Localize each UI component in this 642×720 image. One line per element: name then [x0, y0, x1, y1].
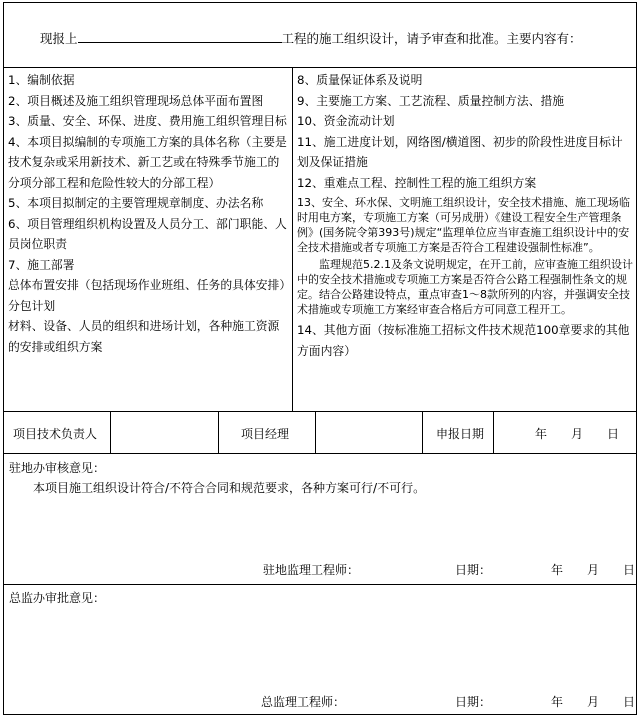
left-item-3: 3、质量、安全、环保、进度、费用施工组织管理目标: [8, 114, 287, 128]
project-manager-label: 项目经理: [241, 427, 290, 441]
right-item-8: 8、质量保证体系及说明: [297, 73, 423, 87]
sig-divider-3: [315, 411, 316, 453]
left-item-5: 5、本项目拟制定的主要管理规章制度、办法名称: [8, 196, 264, 210]
right-item-9: 9、主要施工方案、工艺流程、质量控制方法、措施: [297, 93, 565, 108]
left-item-2: 2、项目概述及施工组织管理现场总体平面布置图: [8, 93, 264, 108]
divider-intro: [3, 67, 637, 68]
right-item-12: 12、重难点工程、控制性工程的施工组织方案: [297, 175, 537, 190]
left-item-6: 6、项目管理组织机构设置及人员分工、部门职能、人员岗位职责: [8, 216, 287, 251]
chief-date-value: 年 月 日: [551, 695, 636, 709]
intro-line: [40, 29, 582, 47]
divider-resident: [3, 584, 637, 585]
resident-date-value: 年 月 日: [551, 563, 636, 577]
right-item-14: 14、其他方面（按标准施工招标文件技术规范100章要求的其他方面内容）: [297, 323, 630, 358]
sig-divider-1: [110, 411, 111, 453]
right-item-10: 10、资金流动计划: [297, 114, 395, 128]
contents-right-column: [297, 70, 633, 361]
chief-review-heading: 总监办审批意见：: [9, 591, 106, 605]
chief-engineer-label: 总监理工程师：: [261, 695, 346, 709]
left-item-7: 7、施工部署: [8, 257, 75, 272]
divider-columns: [292, 67, 293, 411]
intro-suffix: 工程的施工组织设计，请予审查和批准。主要内容有：: [281, 31, 582, 46]
right-item-11: 11、施工进度计划，网络图/横道图、初步的阶段性进度目标计划及保证措施: [297, 134, 623, 169]
resident-review-opinion: 本项目施工组织设计符合/不符合合同和规范要求，各种方案可行/不可行。: [33, 481, 426, 495]
project-name-blank[interactable]: [78, 32, 282, 43]
sig-divider-2: [218, 411, 219, 453]
sig-divider-5: [493, 411, 494, 453]
divider-signature: [3, 453, 637, 454]
sig-divider-4: [422, 411, 423, 453]
resident-engineer-label: 驻地监理工程师：: [263, 563, 360, 577]
right-item-13: 13、安全、环水保、文明施工组织设计，安全技术措施、施工现场临时用电方案，专项施工方案（可另成册）《建设工程安全生产管理条例》(国务院令第393号)规定“监理单位应当审查施工组织设计中的安全技术措施或者专项施工方案是否符合工程建设强制性标准”。: [297, 196, 630, 254]
left-item-1: 1、编制依据: [8, 73, 75, 87]
contents-left-column: [8, 70, 291, 357]
left-item-7a: 总体布置安排（包括现场作业班组、任务的具体安排）分包计划: [8, 278, 286, 313]
supervision-note: 监理规范5.2.1及条文说明规定，在开工前，应审查施工组织设计中的安全技术措施或专项施工方案是否符合公路工程强制性条文的规定。结合公路建设特点，重点审查1～8款所列的内容，并强调安全技术措施或专项施工方案经审查合格后方可同意工程开工。: [297, 258, 633, 316]
apply-date-label: 申报日期: [436, 427, 485, 441]
resident-date-label: 日期：: [455, 563, 492, 577]
divider-content: [3, 411, 637, 412]
resident-review-heading: 驻地办审核意见：: [9, 461, 106, 475]
left-item-4: 4、本项目拟编制的专项施工方案的具体名称（主要是技术复杂或采用新技术、新工艺或在特殊季节施工的分项分部工程和危险性较大的分部工程）: [8, 134, 287, 190]
chief-date-label: 日期：: [455, 695, 492, 709]
apply-date-value: 年 月 日: [535, 427, 620, 441]
intro-prefix: 现报上: [40, 31, 78, 46]
tech-lead-label: 项目技术负责人: [13, 427, 98, 441]
left-item-7b: 材料、设备、人员的组织和进场计划，各种施工资源的安排或组织方案: [8, 319, 280, 354]
